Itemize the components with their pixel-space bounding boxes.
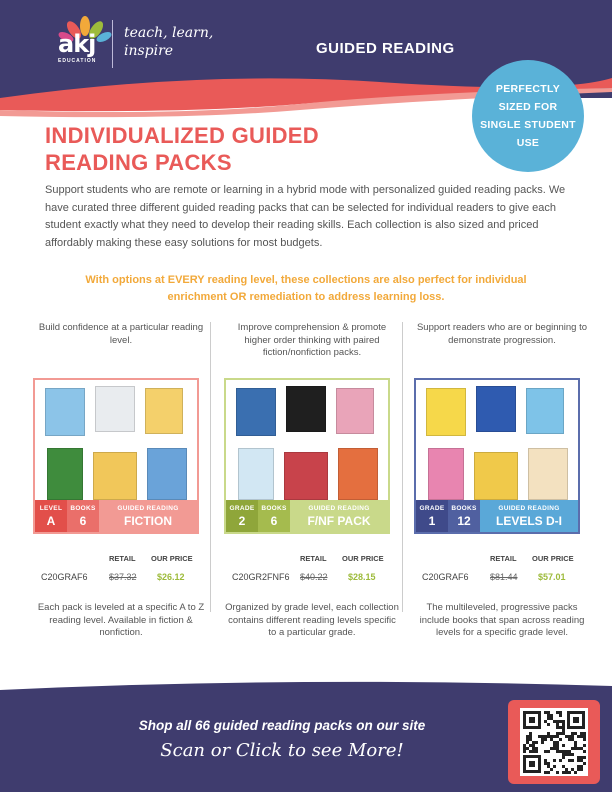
- header-title: GUIDED READING: [316, 40, 455, 57]
- label-cell-1-caption: GRADE: [419, 504, 445, 512]
- retail-price: $37.32: [109, 572, 137, 582]
- pack-label-bar: [35, 500, 197, 532]
- label-cell-1-value: 1: [428, 513, 436, 528]
- size-badge: PERFECTLY SIZED FOR SINGLE STUDENT USE: [472, 60, 584, 172]
- pack-fiction[interactable]: [33, 322, 209, 638]
- retail-price: $40.22: [300, 572, 328, 582]
- book-cover: [526, 388, 564, 434]
- label-cell-1-value: A: [46, 513, 56, 528]
- our-price-header: OUR PRICE: [151, 554, 193, 563]
- product-code: C20GRAF6: [41, 572, 88, 582]
- label-cell-2-caption: BOOKS: [451, 504, 477, 512]
- book-cover: [476, 386, 516, 432]
- label-cell-1: [416, 500, 448, 532]
- label-cell-2-caption: BOOKS: [261, 504, 287, 512]
- book-cover: [93, 452, 137, 500]
- book-cover: [284, 452, 328, 500]
- pack-cover-box[interactable]: [414, 378, 580, 534]
- footer-shop-link[interactable]: Shop all 66 guided reading packs on our site: [138, 718, 426, 733]
- label-cell-2-value: 12: [457, 513, 471, 528]
- book-cover: [147, 448, 187, 500]
- label-cell-1-value: 2: [238, 513, 246, 528]
- retail-header: RETAIL: [300, 554, 327, 563]
- page-title: INDIVIDUALIZED GUIDED READING PACKS: [45, 123, 319, 175]
- our-price: $57.01: [538, 572, 566, 582]
- product-code: C20GRAF6: [422, 572, 469, 582]
- our-price: $26.12: [157, 572, 185, 582]
- label-cell-2: [448, 500, 480, 532]
- product-code: C20GR2FNF6: [232, 572, 290, 582]
- qr-code-icon[interactable]: [520, 708, 588, 776]
- book-cover: [95, 386, 135, 432]
- tagline: teach, learn, inspire: [124, 25, 214, 59]
- book-cover: [47, 448, 83, 500]
- book-cover: [338, 448, 378, 500]
- pack-label-bar: [416, 500, 578, 532]
- label-cell-3: [290, 500, 388, 532]
- book-cover: [474, 452, 518, 500]
- pack-intro: Build confidence at a particular reading level.: [38, 322, 204, 346]
- pack-description: Organized by grade level, each collection contains different reading levels specific to a particular grade.: [225, 602, 399, 638]
- label-cell-3-value: LEVELS D-I: [495, 513, 562, 528]
- book-covers: [232, 386, 382, 504]
- pack-levels[interactable]: [414, 322, 590, 638]
- retail-header: RETAIL: [490, 554, 517, 563]
- label-cell-3-caption: GUIDED READING: [117, 504, 179, 512]
- pack-description: The multileveled, progressive packs include books that span across reading levels for a specific grade level.: [419, 602, 585, 638]
- logo-text: akj: [58, 30, 96, 58]
- our-price-header: OUR PRICE: [342, 554, 384, 563]
- label-cell-1-caption: GRADE: [229, 504, 255, 512]
- our-price-header: OUR PRICE: [532, 554, 574, 563]
- label-cell-3-value: FICTION: [124, 513, 172, 528]
- column-divider: [402, 322, 403, 612]
- pack-label-bar: [226, 500, 388, 532]
- label-cell-3-caption: GUIDED READING: [498, 504, 560, 512]
- label-cell-3: [99, 500, 197, 532]
- retail-header: RETAIL: [109, 554, 136, 563]
- label-cell-1-caption: LEVEL: [39, 504, 63, 512]
- pack-intro: Improve comprehension & promote higher order thinking with paired fiction/nonfiction packs.: [237, 322, 387, 358]
- retail-price: $81.44: [490, 572, 518, 582]
- logo-divider: [112, 20, 113, 68]
- book-covers: [422, 386, 572, 504]
- label-cell-2-value: 6: [270, 513, 278, 528]
- pack-fnf[interactable]: [224, 322, 400, 638]
- label-cell-3: [480, 500, 578, 532]
- intro-paragraph: Support students who are remote or learning in a hybrid mode with personalized guided reading packs. We have curated three different guided reading packs that can be selected for individual readers to give each student exactly what they need to develop their reading skills. Each collection is also sized and priced affordably making these easy solutions for most budgets.: [45, 184, 566, 249]
- book-cover: [238, 448, 274, 500]
- book-cover: [45, 388, 85, 436]
- label-cell-2-value: 6: [79, 513, 87, 528]
- pack-description: Each pack is leveled at a specific A to Z reading level. Available in fiction & nonfiction.: [37, 602, 205, 638]
- pack-cover-box[interactable]: [33, 378, 199, 534]
- book-cover: [426, 388, 466, 436]
- label-cell-2: [258, 500, 290, 532]
- book-cover: [336, 388, 374, 434]
- column-divider: [210, 322, 211, 612]
- footer-scan-text[interactable]: Scan or Click to see More!: [160, 740, 404, 761]
- book-cover: [236, 388, 276, 436]
- book-covers: [41, 386, 191, 504]
- highlight-text: With options at EVERY reading level, these collections are also perfect for individual enrichment OR remediation to address learning loss.: [85, 274, 527, 303]
- label-cell-3-caption: GUIDED READING: [308, 504, 370, 512]
- qr-code[interactable]: [508, 700, 600, 784]
- pack-cover-box[interactable]: [224, 378, 390, 534]
- label-cell-2: [67, 500, 99, 532]
- label-cell-1: [35, 500, 67, 532]
- logo-subtext: EDUCATION: [58, 58, 97, 64]
- book-cover: [528, 448, 568, 500]
- label-cell-3-value: F/NF PACK: [307, 513, 371, 528]
- label-cell-2-caption: BOOKS: [70, 504, 96, 512]
- book-cover: [286, 386, 326, 432]
- our-price: $28.15: [348, 572, 376, 582]
- label-cell-1: [226, 500, 258, 532]
- pack-intro: Support readers who are or beginning to demonstrate progression.: [416, 322, 588, 346]
- book-cover: [428, 448, 464, 500]
- book-cover: [145, 388, 183, 434]
